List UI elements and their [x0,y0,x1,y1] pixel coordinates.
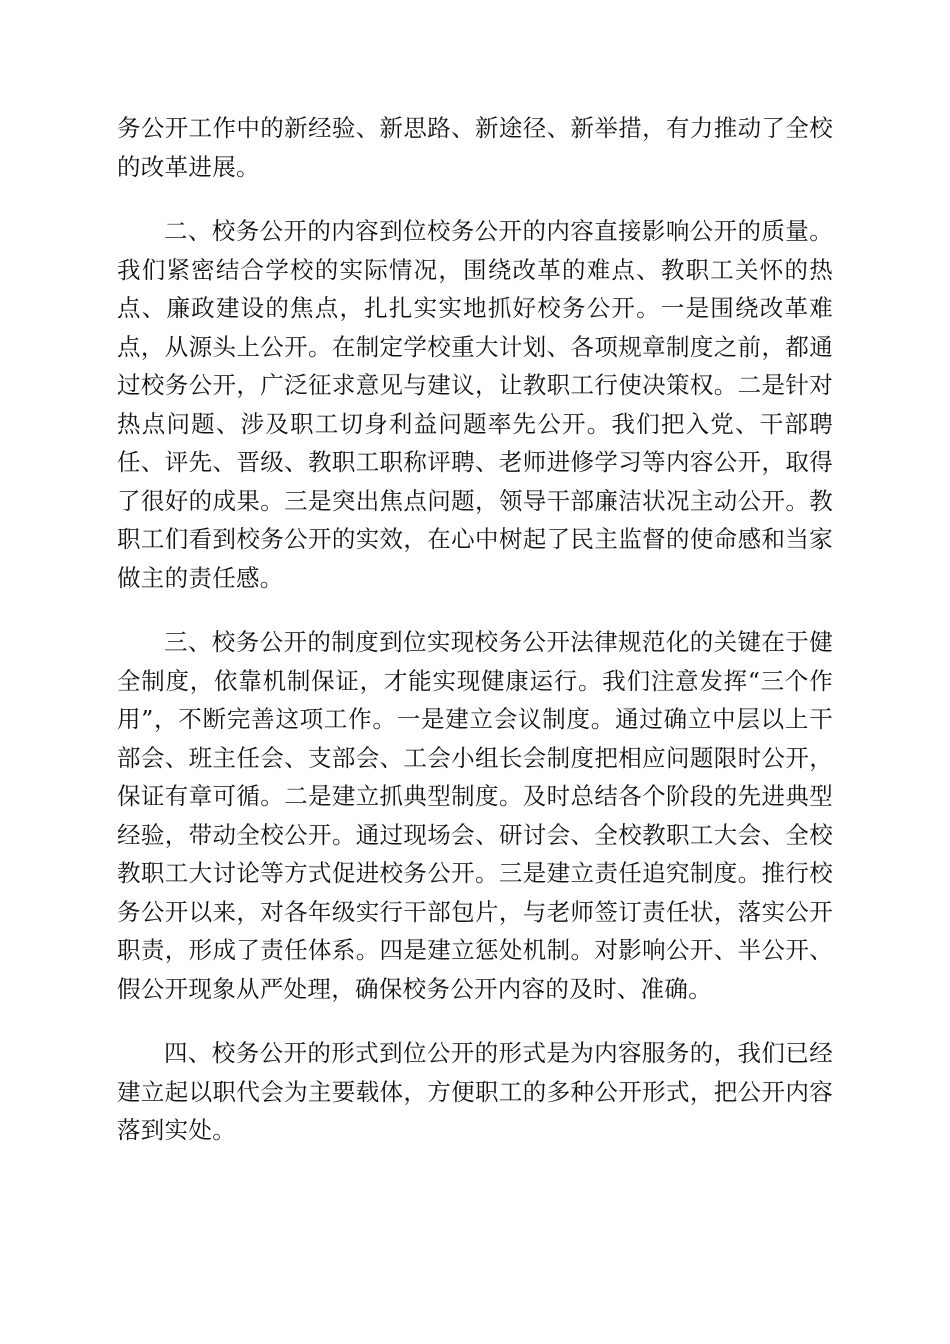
paragraph-form-section: 四、校务公开的形式到位公开的形式是为内容服务的，我们已经建立起以职代会为主要载体，方便职工的多种公开形式，把公开内容落到实处。 [117,1039,833,1144]
paragraph-content-section: 二、校务公开的内容到位校务公开的内容直接影响公开的质量。我们紧密结合学校的实际情况，围绕改革的难点、教职工关怀的热点、廉政建设的焦点，扎扎实实地抓好校务公开。一是围绕改革难点，从源头上公开。在制定学校重大计划、各项规章制度之前，都通过校务公开，广泛征求意见与建议，让教职工行使决策权。二是针对热点问题、涉及职工切身利益问题率先公开。我们把入党、干部聘任、评先、晋级、教职工职称评聘、老师进修学习等内容公开，取得了很好的成果。三是突出焦点问题，领导干部廉洁状况主动公开。教职工们看到校务公开的实效，在心中树起了民主监督的使命感和当家做主的责任感。 [117,217,833,592]
paragraph-continuation: 务公开工作中的新经验、新思路、新途径、新举措，有力推动了全校的改革进展。 [117,114,833,181]
document-body [117,109,833,1176]
paragraph-system-section: 三、校务公开的制度到位实现校务公开法律规范化的关键在于健全制度，依靠机制保证，才能实现健康运行。我们注意发挥“三个作用”，不断完善这项工作。一是建立会议制度。通过确立中层以上干部会、班主任会、支部会、工会小组长会制度把相应问题限时公开，保证有章可循。二是建立抓典型制度。及时总结各个阶段的先进典型经验，带动全校公开。通过现场会、研讨会、全校教职工大会、全校教职工大讨论等方式促进校务公开。三是建立责任追究制度。推行校务公开以来，对各年级实行干部包片，与老师签订责任状，落实公开职责，形成了责任体系。四是建立惩处机制。对影响公开、半公开、假公开现象从严处理，确保校务公开内容的及时、准确。 [117,628,833,1003]
